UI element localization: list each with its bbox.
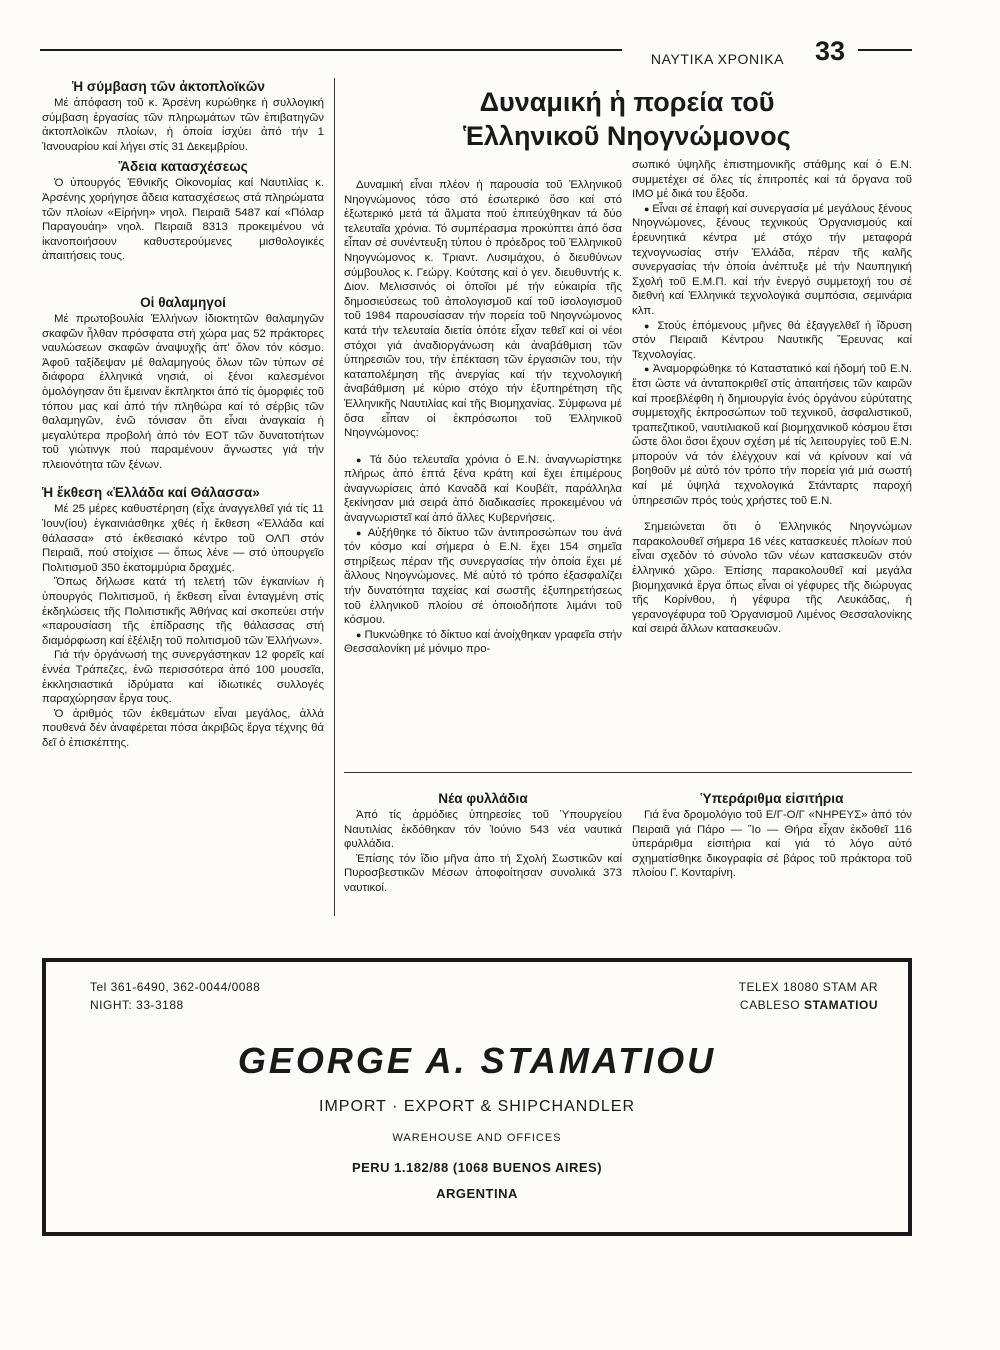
page-number: 33: [814, 36, 846, 66]
ad-business-line: IMPORT · EXPORT & SHIPCHANDLER: [319, 1098, 635, 1115]
ad-cable: [740, 998, 878, 1012]
paragraph: Ἀπό τίς ἁρμόδιες ὑπηρεσίες τοῦ Ὑπουργείου Ναυτιλίας ἐκδόθηκαν τόν Ἰούνιο 543 νέα ναυτικά φυλλάδια.: [344, 809, 622, 851]
briefs-divider: [344, 772, 912, 773]
advertisement-box: [42, 958, 912, 1236]
magazine-name: ΝΑΥΤΙΚΑ ΧΡΟΝΙΚΑ: [650, 51, 785, 67]
ad-country: ARGENTINA: [436, 1186, 518, 1201]
main-title-line-1: Δυναμική ἡ πορεία τοῦ: [479, 87, 775, 117]
left-column: [42, 78, 324, 751]
ad-telex: TELEX 18080 STAM AR: [738, 980, 878, 994]
main-article-column-2: [632, 158, 912, 637]
brief-title: Ὑπεράριθμα εἰσιτήρια: [700, 791, 844, 806]
section-title-exhibition: Ἡ ἔκθεση «Ἑλλάδα καί Θάλασσα»: [42, 485, 260, 501]
paragraph: Δυναμική εἶναι πλέον ἡ παρουσία τοῦ Ἑλληνικοῦ Νηογνώμονος τόσο στό ἐσωτερικό ὅσο καί στό ἐξωτερικό μετά τά ἅλματα πού ἐπιτεύχθηκαν τά δύο τελευταῖα χρόνια. Τό συμπέρασμα προκύπτει ἀπό ὅσα εἶπαν σέ συνέντευξη τύπου ὁ πρόεδρος τοῦ Ἑλληνικοῦ Νηογνώμονος κ. Τριαντ. Λυσιμάχου, ὁ διευθύνων σύμβουλος κ. Γεώργ. Κούτσης καί ὁ γεν. διευθυντής κ. Διον. Μελισσινός οἱ ὁποῖοι μέ τήν εὐκαιρία τῆς δημοσιεύσεως τοῦ ἀπολογισμοῦ καί τοῦ ἰσολογισμοῦ τοῦ 1984 παρουσίασαν τήν πορεία τοῦ Νηογνώμονος κατά τήν τελευταία διετία ὁπότε εἶχαν τεθεῖ καί οἱ νέοι στόχοι γιά ἀναδιοργάνωση κάι ἀναβάθμιση τῶν ὑπηρεσιῶν του, τήν ἐπέκταση τῶν ἐργασιῶν του, τήν καταπολέμηση τῆς ἀνεργίας καί τήν τεχνολογική ἀναβάθμιση μέ κύριο στόχο τήν ἐξυπηρέτηση τῆς Ἑλληνικῆς Ναυτιλίας καί τῆς Βιομηχανίας. Σύμφωνα μέ ὅσα εἶπαν οἱ ἐκπρόσωποι τοῦ Ἑλληνικοῦ Νηογνώμονος:: [344, 179, 622, 440]
paragraph: σωπικό ὑψηλῆς ἐπιστημονικῆς στάθμης καί ὁ Ε.Ν. συμμετέχει σέ ὅλες τίς ἐπιτροπές καί τά ὄργανα τοῦ ΙΜΟ μέ δικά του ἔξοδα.: [632, 159, 912, 201]
brief-excess-tickets: [632, 790, 912, 881]
bullet-item: ● Αὐξήθηκε τό δίκτυο τῶν ἀντιπροσώπων του ἀνά τόν κόσμο καί σήμερα ὁ Ε.Ν. ἔχει 154 σημεῖα στηρίξεως πέραν τῆς συνεργασίας τήν ὁποία ἔχει μέ ἄλλους Νηογνώμονες. Μέ αὐτό τό τρόπο ἐξασφαλίζει τήν δυνατότητα ταχείας καί σωστῆς ἐξυπηρετήσεως τοῦ ἑλληνικοῦ πλοίου σέ ὁποιοδήποτε λιμάνι τοῦ κόσμου.: [344, 526, 622, 628]
ad-night-telephone: NIGHT: 33-3188: [90, 998, 184, 1012]
bullet-item: ● Στούς ἑπόμενους μῆνες θά ἐξαγγελθεῖ ἡ ἵδρυση στόν Πειραιᾶ Κέντρου Ναυτικῆς Ἔρευνας καί Τεχνολογίας.: [632, 319, 912, 363]
paragraph: Ὁ ἀριθμός τῶν ἐκθεμάτων εἶναι μεγάλος, ἀλλά πουθενά δέν ἀναφέρεται πόσα ἀκριβῶς ἔργα τέχνης θά δεῖ ὁ ἐπισκέπτης.: [42, 707, 324, 749]
section-title-seizure-permit: Ἄδεια κατασχέσεως: [118, 159, 248, 175]
paragraph: Σημειώνεται ὅτι ὁ Ἑλληνικός Νηογνώμων παρακολουθεῖ σήμερα 16 νέες κατασκευές πλοίων πού εἶναι σχεδόν τό σύνολο τῶν νέων κατασκευῶν στόν ἑλληνικό χῶρο. Ἐπίσης παρακολουθεῖ καί μεγάλα βιομηχανικά ἔργα ὅπως εἶναι οἱ γέφυρες τῆς διώρυγας τῆς Κορίνθου, ἡ γέφυρα τῆς Λευκάδας, ἡ γερανογέφυρα τοῦ Ὀργανισμοῦ Λιμένος Θεσσαλονίκης καί σειρά ἄλλων κατασκευῶν.: [632, 521, 912, 636]
ad-company-name: GEORGE A. STAMATIOU: [237, 1040, 717, 1081]
main-article-title: [342, 85, 912, 153]
brief-new-leaflets: [344, 790, 622, 896]
bullet-item: ● Ἀναμορφώθηκε τό Καταστατικό καί ἡδομή τοῦ Ε.Ν. ἔτσι ὥστε νά ἀνταποκριθεῖ στίς ἀπαιτήσεις τῶν καιρῶν καί προεβλέφθη ἡ δημιουργία ἑνός ὀργάνου εὐρύτατης συμμετοχῆς ἐκπροσώπων τοῦ τεχνικοῦ, ἀσφαλιστικοῦ, τραπεζιτικοῦ, ναυτιλιακοῦ καί βιομηχανικοῦ κόσμου ἔτσι ὥστε ὅλοι ὅσοι ἔχουν σχέση μέ τίς λειτουργίες τοῦ Ε.Ν. μπορούν νά τόν ἐλέγχουν καί νά κρίνουν καί νά βοηθοῦν μέ αὐτό τόν τρόπο τήν πορεία γιά μιά σωστή καί μέ ὑψηλά τεχνολογικά Στάνταρτς παροχή ὑπηρεσιῶν πρός τούς χρήστες τοῦ Ε.Ν.: [632, 362, 912, 508]
paragraph: Ἐπίσης τόν ἴδιο μῆνα ἀπο τή Σχολή Σωστικῶν καί Πυροσβεστικῶν Μέσων ἀποφοίτησαν συνολικά 373 ναυτικοί.: [344, 852, 622, 894]
bullet-item: ● Πυκνώθηκε τό δίκτυο καί ἀνοίχθηκαν γραφεῖα στήν Θεσσαλονίκη μέ μόνιμο προ-: [344, 628, 622, 657]
section-title-ferry-agreement: Ἡ σύμβαση τῶν ἀκτοπλοϊκῶν: [72, 79, 265, 94]
main-title-line-2: Ἑλληνικοῦ Νηογνώμονος: [463, 121, 791, 151]
paragraph: Μέ πρωτοβουλία Ἑλλήνων ἰδιοκτητῶν θαλαμηγῶν σκαφῶν ἦλθαν πρόσφατα στή χώρα μας 52 πράκτορες ναυλώσεων σκαφῶν ἀναψυχῆς ἀπ' ὅλον τόν κόσμο. Ἀφοῦ ταξίδεψαν μέ θαλαμηγούς ὅλων τῶν τύπων σέ διάφορα ἑλληνικά νησιά, οἱ ξένοι καλεσμένοι ὁμολόγησαν ὅτι ἔμειναν ἔκπληκτοι ἀπό τίς ὀμορφιές τοῦ τόπου μας καί ἀπό τήν πληθώρα καί τό σέρβις τῶν θαλαμηγῶν, ἐνῶ τόνισαν ὅτι εἶναι ἀναγκαία ἡ μεγαλύτερα προβολή ἀπό τόν ΕΟΤ τῶν δυνατοτήτων τοῦ γιώτινγκ πού παραμένουν ἄγνωστες γιά τήν πλειονότητα τῶν ξένων.: [42, 312, 324, 471]
paragraph: Γιά τήν ὀργάνωσή της συνεργάστηκαν 12 φορεῖς καί ἐννέα Τράπεζες, ἐνῶ περισσότερα ἀπό 100 μουσεῖα, ἐκκλησιαστικά ἱδρύματα καί ἰδιωτικές συλλογές παραχώρησαν ἔργα τους.: [42, 649, 324, 706]
header-rule-right: [858, 49, 912, 51]
main-article-column-1: [344, 178, 622, 657]
ad-telephone: Tel 361-6490, 362-0044/0088: [90, 980, 261, 994]
ad-address: PERU 1.182/88 (1068 BUENOS AIRES): [351, 1160, 603, 1175]
section-title-yachts: Οἱ θαλαμηγοί: [140, 294, 226, 310]
header-rule-left: [40, 49, 622, 51]
paragraph: Μέ 25 μέρες καθυστέρηση (εἶχε ἀναγγελθεῖ γιά τίς 11 Ἰουν(ίου) ἐγκαινιάσθηκε χθές ἡ ἔκθεση «Ἑλλάδα καί θάλασσα» στό ἐκθεσιακό κέντρο τοῦ ΟΛΠ στόν Πειραιᾶ, πού στοίχισε — ὅπως λένε — στό ὑπουργεῖο Πολιτισμοῦ 350 ἑκατομμύρια δραχμές.: [42, 503, 324, 574]
paragraph: Γιά ἕνα δρομολόγιο τοῦ Ε/Γ-Ο/Γ «ΝΗΡΕΥΣ» ἀπό τόν Πειραιᾶ γιά Πάρο — Ἴο — Θήρα εἶχαν ἐκδοθεῖ 116 ὑπεράριθμα εἰσιτήρια καί γιά τό λόγο αὐτό σχηματίσθηκε δικογραφία σέ βάρος τοῦ πράκτορα τοῦ πλοίου Γ. Κονταρίνη.: [632, 809, 912, 880]
ad-cable-name: STAMATIOU: [803, 998, 878, 1012]
paragraph: Ὅπως δήλωσε κατά τή τελετή τῶν ἐγκαινίων ἡ ὑπουργός Πολιτισμοῦ, ἡ ἔκθεση εἶναι ἐνταγμένη στίς ἐκδηλώσεις τῆς Πολιτιστικῆς Ἀθήνας καί σκοπεύει στήν «παρουσίαση τῆς ἐπίδρασης τῆς θάλασσας στή διαμόρφωση καί ἐξέλιξη τοῦ πολιτισμοῦ τῶν Ἑλλήνων».: [42, 576, 324, 647]
ad-warehouse: WAREHOUSE AND OFFICES: [392, 1132, 562, 1144]
paragraph: Ὁ ὑπουργός Ἐθνικῆς Οἰκονομίας καί Ναυτιλίας κ. Ἀρσένης χορήγησε ἄδεια κατασχέσεως στά πληρώματα τῶν πλοίων «Εἰρήνη» νηολ. Πειραιᾶ 5487 καί «Πόλαρ Παραγουάη» νηολ. Πειραιᾶ 8313 προκειμένου νά ἱκανοποιήσουν καθυστερούμενες μισθολογικές ἀπαιτήσεις τους.: [42, 177, 324, 263]
bullet-item: ● Εἶναι σέ ἐπαφή καί συνεργασία μέ μεγάλους ξένους Νηογνώμονες, ξένους τεχνικούς Ὀργανισμούς καί ἐρευνητικά κέντρα μέ στόχο τήν μεταφορά τεχνογνωσίας στήν Ἑλλάδα, πέραν τῆς καλῆς συνεργασίας τήν ὁποία ἀνέπτυξε μέ τήν Ναυπηγική Σχολή τοῦ Ε.Μ.Π. καί τήν ἐνεργό συμμετοχή του σέ διεθνή καί Ἑλληνικά τεχνολογικά συμπόσια, σεμινάρια κλπ.: [632, 202, 912, 319]
brief-title: Νέα φυλλάδια: [438, 791, 528, 806]
column-divider: [334, 78, 335, 916]
ad-cable-prefix: CABLESO: [739, 998, 801, 1012]
paragraph: Μέ ἀπόφαση τοῦ κ. Ἀρσένη κυρώθηκε ἡ συλλογική σύμβαση ἐργασίας τῶν πληρωμάτων τῶν ἐπιβατηγῶν ἀκτοπλοϊκῶν πλοίων, ἡ ὁποία ἰσχύει ἀπό τήν 1 Ἰανουαρίου καί λήγει στίς 31 Δεκεμβρίου.: [42, 97, 324, 153]
bullet-item: ● Τά δύο τελευταῖα χρόνια ὁ Ε.Ν. ἀναγνωρίστηκε πλήρως ἀπό ἑπτά ξένα κράτη καί ἔχει ἐπιμέρους ἀναγνωρίσεις ἀπό Καναδᾶ καί Κουβέϊτ, παράλληλα ξεκίνησαν μιά σειρά ἀπό διαδικασίες προκειμένου νά ἀναγνωριστεῖ καί ἀπό ἄλλες Κυβερνήσεις.: [344, 453, 622, 526]
